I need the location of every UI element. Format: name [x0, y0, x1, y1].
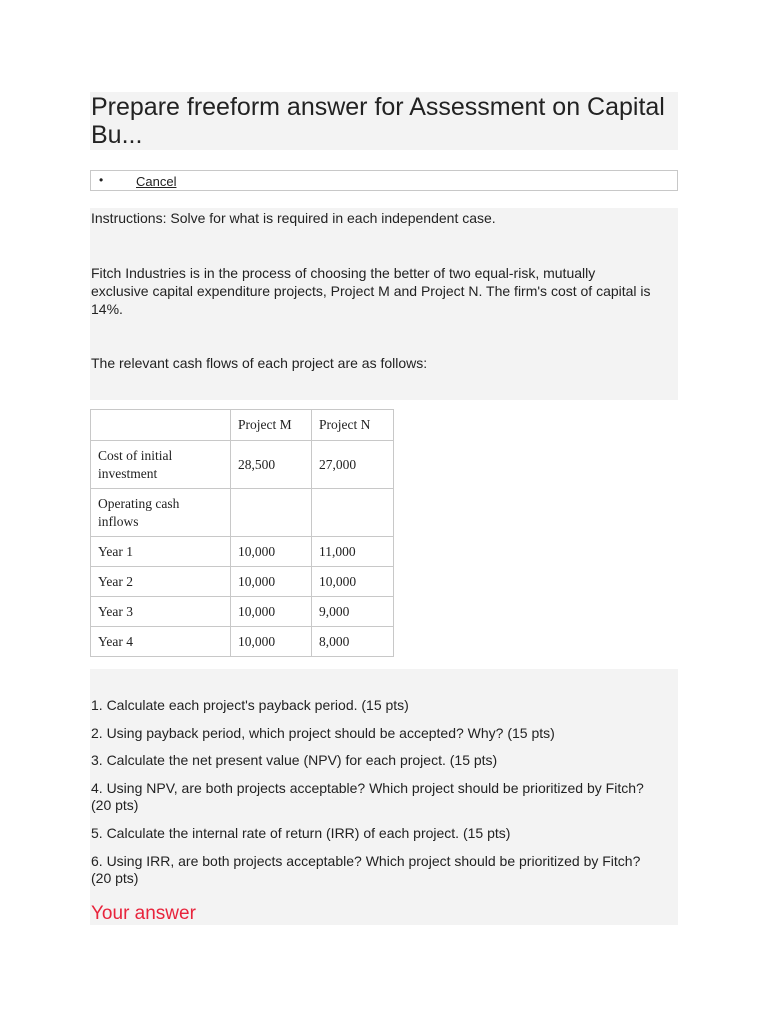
question-item: 1. Calculate each project's payback period. (15 pts): [91, 697, 409, 713]
question-item: 5. Calculate the internal rate of return (IRR) of each project. (15 pts): [91, 825, 511, 841]
question-item: 2. Using payback period, which project should be accepted? Why? (15 pts): [91, 725, 555, 741]
row-label: Year 3: [91, 597, 231, 627]
row-label: Year 4: [91, 627, 231, 657]
question-item: 4. Using NPV, are both projects acceptable? Which project should be prioritized by Fitch? (20 pts): [91, 780, 644, 813]
project-n-value: [312, 489, 394, 537]
project-m-value: 10,000: [231, 567, 312, 597]
row-label: Year 1: [91, 537, 231, 567]
page-title: Prepare freeform answer for Assessment on Capital Bu...: [91, 93, 665, 149]
header-cell-project-m: Project M: [231, 410, 312, 441]
project-n-value: 11,000: [312, 537, 394, 567]
table-row: [91, 567, 394, 597]
table-row: [91, 597, 394, 627]
instructions-text: Instructions: Solve for what is required in each independent case.: [91, 210, 496, 226]
project-n-value: 27,000: [312, 441, 394, 489]
questions-panel: [90, 669, 678, 925]
project-m-value: 10,000: [231, 537, 312, 567]
cash-flows-intro: The relevant cash flows of each project are as follows:: [91, 355, 428, 371]
project-n-value: 10,000: [312, 567, 394, 597]
row-label: Operating cash inflows: [91, 489, 231, 537]
title-panel: [90, 92, 678, 150]
table-row: [91, 537, 394, 567]
intro-panel: [90, 208, 678, 400]
question-item: 6. Using IRR, are both projects acceptable? Which project should be prioritized by Fitch? (20 pts): [91, 853, 641, 886]
header-cell: [91, 410, 231, 441]
nav-bar: [90, 170, 678, 191]
cancel-link[interactable]: Cancel: [136, 174, 177, 189]
project-m-value: 10,000: [231, 627, 312, 657]
cash-flow-table: [90, 409, 394, 657]
table-row: [91, 441, 394, 489]
project-m-value: 10,000: [231, 597, 312, 627]
your-answer-label: Your answer: [91, 903, 196, 924]
question-item: 3. Calculate the net present value (NPV) for each project. (15 pts): [91, 752, 498, 768]
project-n-value: 8,000: [312, 627, 394, 657]
bullet-icon: •: [99, 173, 104, 187]
table-header-row: [91, 410, 394, 441]
row-label: Cost of initial investment: [91, 441, 231, 489]
table-row: [91, 627, 394, 657]
case-description: Fitch Industries is in the process of choosing the better of two equal-risk, mutually exclusive capital expenditure projects, Project M and Project N. The firm's cost of capital is 14%.: [91, 265, 651, 317]
header-cell-project-n: Project N: [312, 410, 394, 441]
project-n-value: 9,000: [312, 597, 394, 627]
row-label: Year 2: [91, 567, 231, 597]
project-m-value: [231, 489, 312, 537]
project-m-value: 28,500: [231, 441, 312, 489]
table-row: [91, 489, 394, 537]
